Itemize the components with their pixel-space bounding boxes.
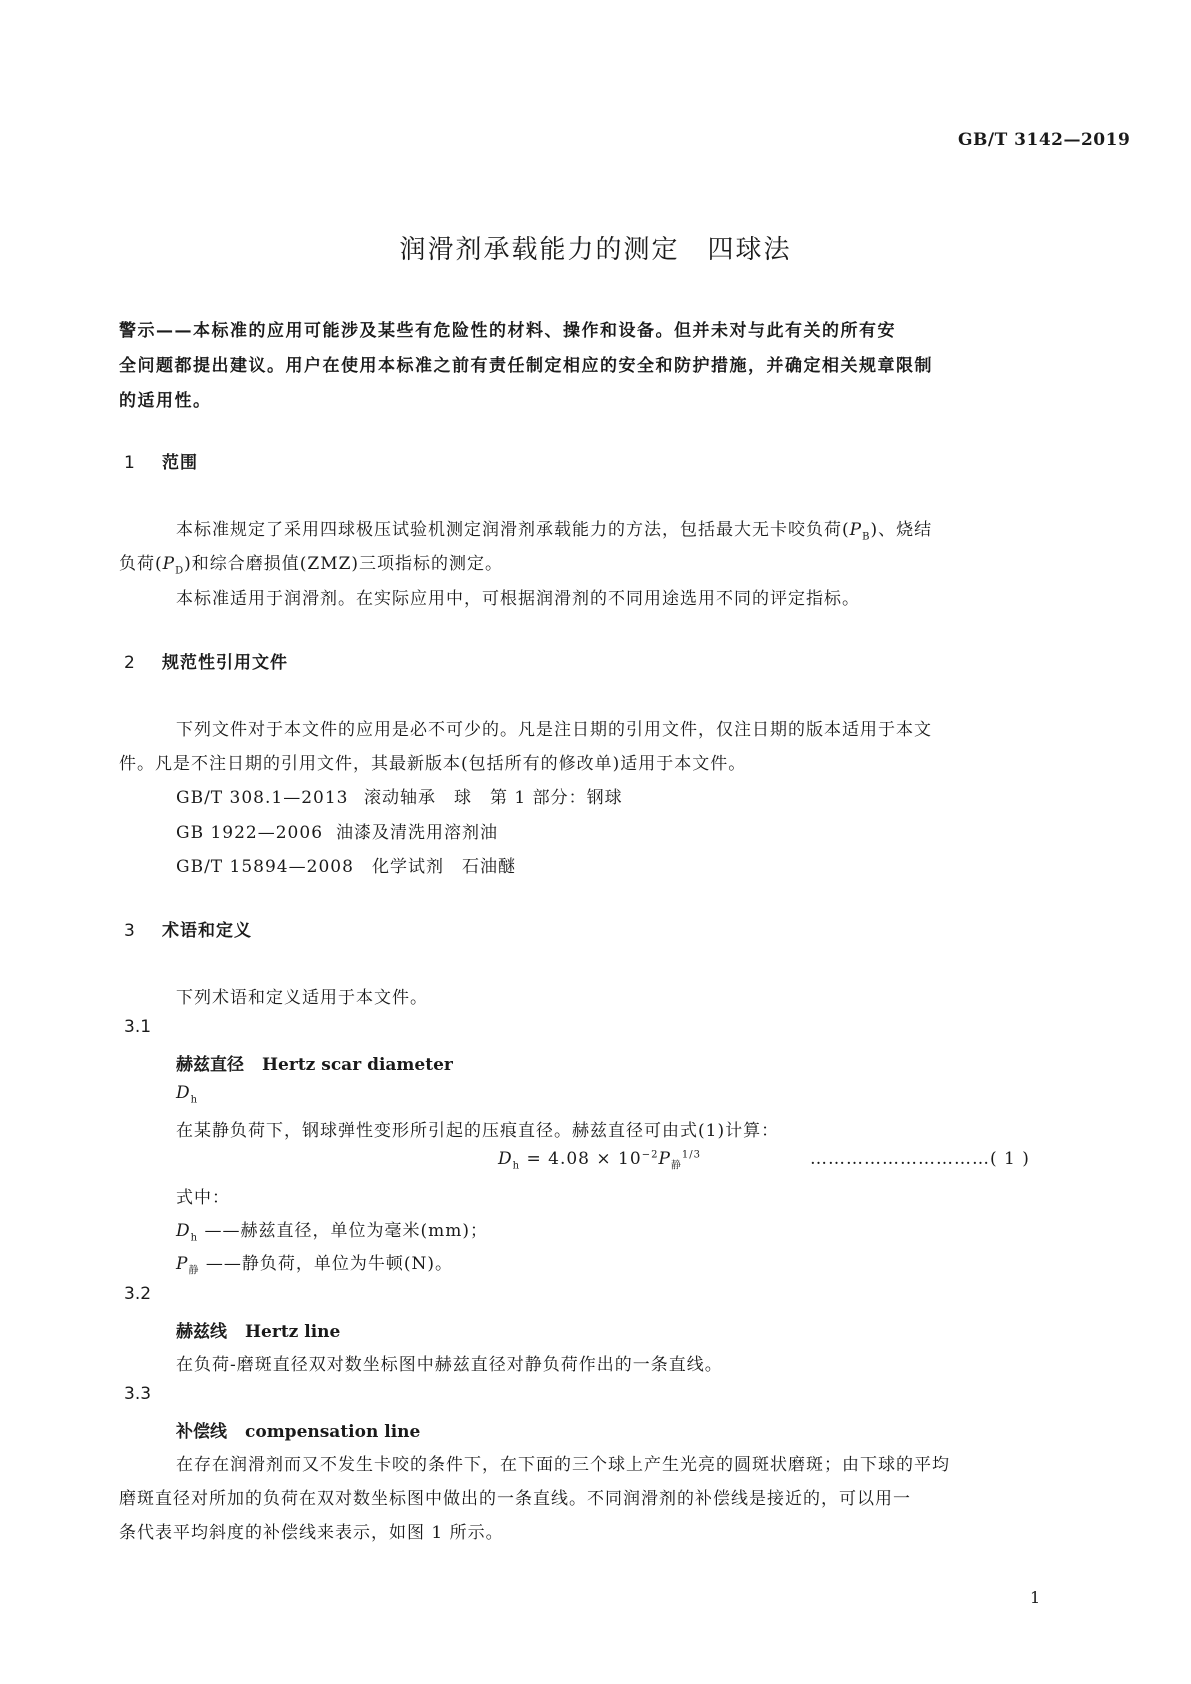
- term-heading: [176, 1050, 453, 1075]
- section-2-heading: [124, 648, 288, 673]
- section-number: 2: [124, 653, 136, 673]
- title-main: 润滑剂承载能力的测定: [399, 235, 680, 265]
- term-zh: 赫兹直径: [176, 1055, 244, 1075]
- section-1-heading: [124, 448, 198, 473]
- text-run: = 4.08 × 10: [520, 1149, 642, 1169]
- term-definition-cont: 条代表平均斜度的补偿线来表示，如图 1 所示。: [119, 1523, 504, 1543]
- warning-line-3: 的适用性。: [119, 391, 212, 411]
- text-run: ——静负荷，单位为牛顿(N)。: [199, 1254, 453, 1274]
- formula: [498, 1149, 701, 1171]
- subscript: D: [175, 565, 185, 577]
- section-number: 1: [124, 453, 136, 473]
- symbol: D: [176, 1083, 191, 1103]
- section-title: 范围: [162, 453, 198, 473]
- warning-line-1: 警示——本标准的应用可能涉及某些有危险性的材料、操作和设备。但并未对与此有关的所有安: [119, 321, 896, 341]
- symbol: D: [176, 1221, 191, 1241]
- symbol: P: [658, 1149, 671, 1169]
- section-1-paragraph-2: 本标准适用于润滑剂。在实际应用中，可根据润滑剂的不同用途选用不同的评定指标。: [176, 589, 860, 609]
- page-number: 1: [1030, 1588, 1041, 1607]
- term-number: 3.2: [124, 1284, 152, 1304]
- term-definition: 在存在润滑剂而又不发生卡咬的条件下，在下面的三个球上产生光亮的圆斑状磨斑；由下球的平均: [176, 1455, 950, 1475]
- normative-reference: [176, 818, 498, 843]
- section-number: 3: [124, 921, 136, 941]
- reference-title: 油漆及清洗用溶剂油: [336, 823, 498, 843]
- reference-code: GB/T 308.1—2013: [176, 788, 349, 808]
- text-run: 本标准规定了采用四球极压试验机测定润滑剂承载能力的方法，包括最大无卡咬负荷(: [176, 520, 850, 540]
- term-definition: 在某静负荷下，钢球弹性变形所引起的压痕直径。赫兹直径可由式(1)计算：: [176, 1121, 780, 1141]
- reference-code: GB/T 15894—2008: [176, 857, 354, 877]
- reference-code: GB 1922—2006: [176, 823, 324, 843]
- normative-reference: [176, 852, 516, 877]
- superscript: −2: [641, 1149, 659, 1161]
- symbol: P: [162, 554, 176, 574]
- where-item: [176, 1216, 488, 1243]
- reference-title: 化学试剂 石油醚: [372, 857, 516, 877]
- term-en: compensation line: [245, 1422, 421, 1442]
- term-symbol: [176, 1083, 198, 1105]
- symbol: P: [176, 1254, 189, 1274]
- subscript: h: [190, 1094, 199, 1106]
- text-run: 负荷(: [119, 554, 163, 574]
- page-title: [0, 229, 1191, 266]
- subscript: h: [512, 1160, 521, 1172]
- text-run: ——赫兹直径，单位为毫米(mm)；: [198, 1221, 489, 1241]
- term-en: Hertz line: [245, 1322, 341, 1342]
- formula-number: …………………………( 1 ): [810, 1149, 1030, 1169]
- subscript: h: [190, 1232, 199, 1244]
- text-run: )、烧结: [870, 520, 933, 540]
- where-item: [176, 1249, 453, 1276]
- section-title: 术语和定义: [162, 921, 252, 941]
- text-run: )和综合磨损值(ZMZ)三项指标的测定。: [184, 554, 504, 574]
- section-3-heading: [124, 916, 252, 941]
- standard-code: GB/T 3142—2019: [958, 130, 1131, 150]
- term-number: 3.3: [124, 1384, 152, 1404]
- term-heading: [176, 1417, 420, 1442]
- subscript: 静: [188, 1265, 200, 1277]
- symbol: D: [498, 1149, 513, 1169]
- symbol: P: [849, 520, 863, 540]
- term-zh: 补偿线: [176, 1422, 227, 1442]
- subscript: B: [862, 531, 871, 543]
- term-definition-cont: 磨斑直径对所加的负荷在双对数坐标图中做出的一条直线。不同润滑剂的补偿线是接近的，可以用一: [119, 1489, 911, 1509]
- reference-title: 滚动轴承 球 第 1 部分：钢球: [364, 788, 623, 808]
- title-sub: 四球法: [707, 235, 792, 265]
- term-number: 3.1: [124, 1017, 152, 1037]
- subscript: 静: [670, 1160, 682, 1172]
- section-1-paragraph-1-cont: [119, 549, 503, 576]
- warning-line-2: 全问题都提出建议。用户在使用本标准之前有责任制定相应的安全和防护措施，并确定相关规章限制: [119, 356, 933, 376]
- section-2-paragraph-1-cont: 件。凡是不注日期的引用文件，其最新版本(包括所有的修改单)适用于本文件。: [119, 754, 747, 774]
- section-title: 规范性引用文件: [162, 653, 288, 673]
- section-1-paragraph-1: [176, 515, 932, 542]
- term-zh: 赫兹线: [176, 1322, 227, 1342]
- normative-reference: [176, 783, 623, 808]
- section-2-paragraph-1: 下列文件对于本文件的应用是必不可少的。凡是注日期的引用文件，仅注日期的版本适用于本文: [176, 720, 932, 740]
- term-en: Hertz scar diameter: [262, 1055, 453, 1075]
- where-label: 式中：: [176, 1188, 230, 1208]
- section-3-intro: 下列术语和定义适用于本文件。: [176, 988, 428, 1008]
- superscript: 1/3: [681, 1149, 701, 1161]
- term-heading: [176, 1317, 340, 1342]
- term-definition: 在负荷-磨斑直径双对数坐标图中赫兹直径对静负荷作出的一条直线。: [176, 1355, 723, 1375]
